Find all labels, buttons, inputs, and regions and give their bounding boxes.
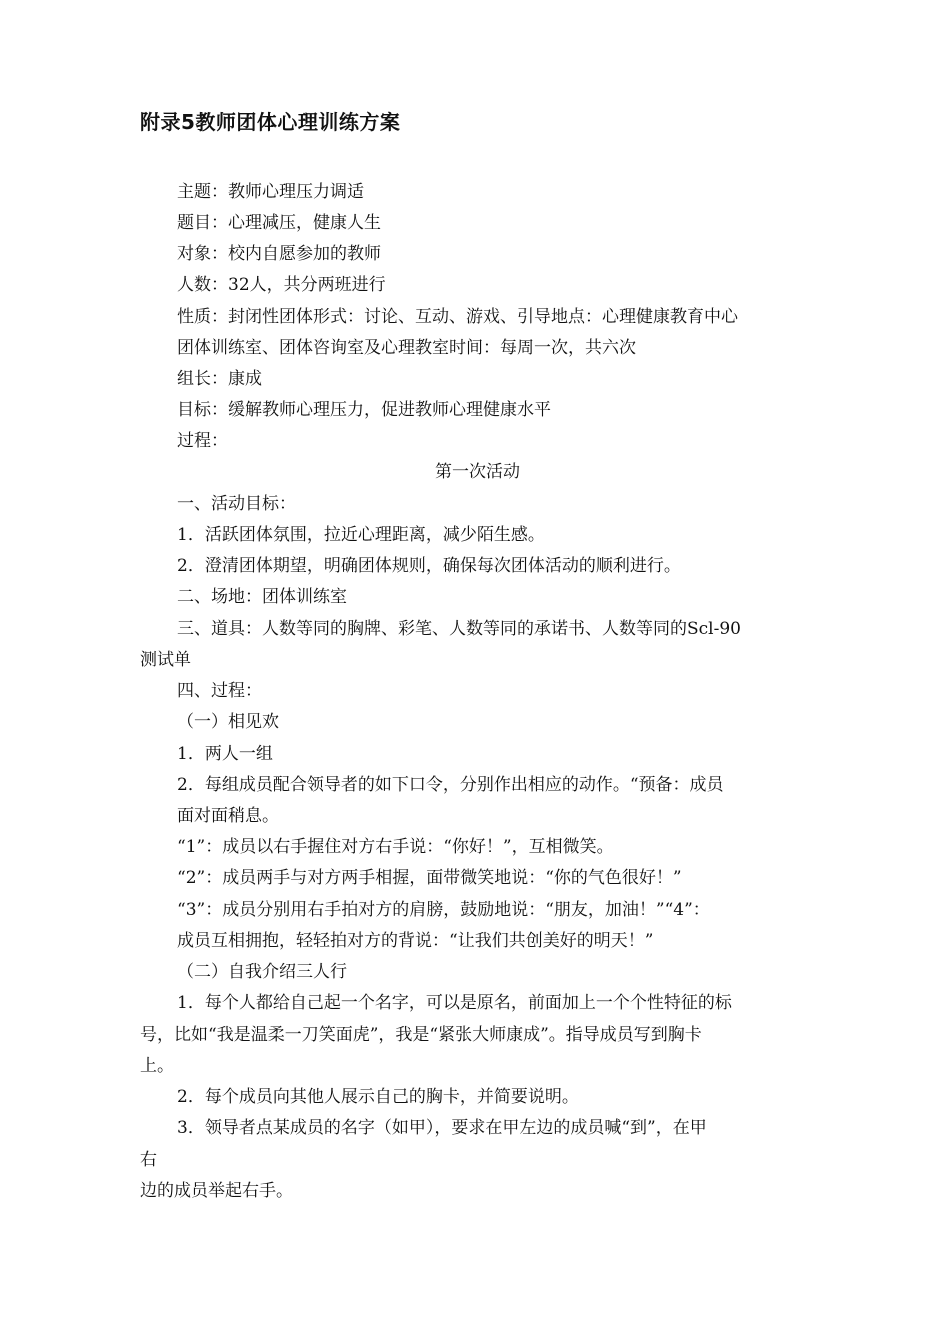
- line-theme: 主题：教师心理压力调适: [177, 182, 364, 202]
- line-intro-3-cont: 右: [140, 1150, 157, 1170]
- line-process: 过程：: [177, 431, 228, 451]
- line-nature-cont: 团体训练室、团体咨询室及心理教室时间：每周一次，共六次: [177, 338, 636, 358]
- line-step-2-cont: 面对面稍息。: [177, 806, 279, 826]
- line-props: 三、道具：人数等同的胸牌、彩笔、人数等同的承诺书、人数等同的Scl-90: [177, 619, 741, 639]
- line-part-1: （一）相见欢: [177, 712, 279, 732]
- line-part-2: （二）自我介绍三人行: [177, 962, 347, 982]
- line-count: 人数：32人，共分两班进行: [177, 275, 386, 295]
- document-title: 附录5教师团体心理训练方案: [140, 110, 401, 134]
- line-venue: 二、场地：团体训练室: [177, 587, 347, 607]
- line-props-cont: 测试单: [140, 650, 191, 670]
- line-cmd-2: “2”：成员两手与对方两手相握，面带微笑地说：“你的气色很好！”: [177, 868, 682, 888]
- line-topic: 题目：心理减压，健康人生: [177, 213, 381, 233]
- section-heading: 第一次活动: [435, 462, 520, 482]
- line-intro-1: 1．每个人都给自己起一个名字，可以是原名，前面加上一个个性特征的标: [177, 993, 732, 1013]
- line-intro-2: 2．每个成员向其他人展示自己的胸卡，并简要说明。: [177, 1087, 579, 1107]
- line-step-1: 1．两人一组: [177, 744, 273, 764]
- line-audience: 对象：校内自愿参加的教师: [177, 244, 381, 264]
- line-objectives: 一、活动目标：: [177, 494, 296, 514]
- line-nature: 性质：封闭性团体形式：讨论、互动、游戏、引导地点：心理健康教育中心: [177, 307, 738, 327]
- line-procedure: 四、过程：: [177, 681, 262, 701]
- line-cmd-3: “3”：成员分别用右手拍对方的肩膀，鼓励地说：“朋友，加油！”“4”：: [177, 900, 710, 920]
- line-goal: 目标：缓解教师心理压力，促进教师心理健康水平: [177, 400, 551, 420]
- line-objective-1: 1．活跃团体氛围，拉近心理距离，减少陌生感。: [177, 525, 545, 545]
- line-cmd-1: “1”：成员以右手握住对方右手说：“你好！”，互相微笑。: [177, 837, 614, 857]
- line-intro-3: 3．领导者点某成员的名字（如甲），要求在甲左边的成员喊“到”，在甲: [177, 1118, 707, 1138]
- line-step-2: 2．每组成员配合领导者的如下口令，分别作出相应的动作。“预备：成员: [177, 775, 724, 795]
- line-intro-3-end: 边的成员举起右手。: [140, 1181, 293, 1201]
- line-leader: 组长：康成: [177, 369, 262, 389]
- line-cmd-4: 成员互相拥抱，轻轻拍对方的背说：“让我们共创美好的明天！”: [177, 931, 654, 951]
- line-intro-1-end: 上。: [140, 1056, 174, 1076]
- line-intro-1-cont: 号，比如“我是温柔一刀笑面虎”，我是“紧张大师康成”。指导成员写到胸卡: [140, 1025, 702, 1045]
- line-objective-2: 2．澄清团体期望，明确团体规则，确保每次团体活动的顺利进行。: [177, 556, 681, 576]
